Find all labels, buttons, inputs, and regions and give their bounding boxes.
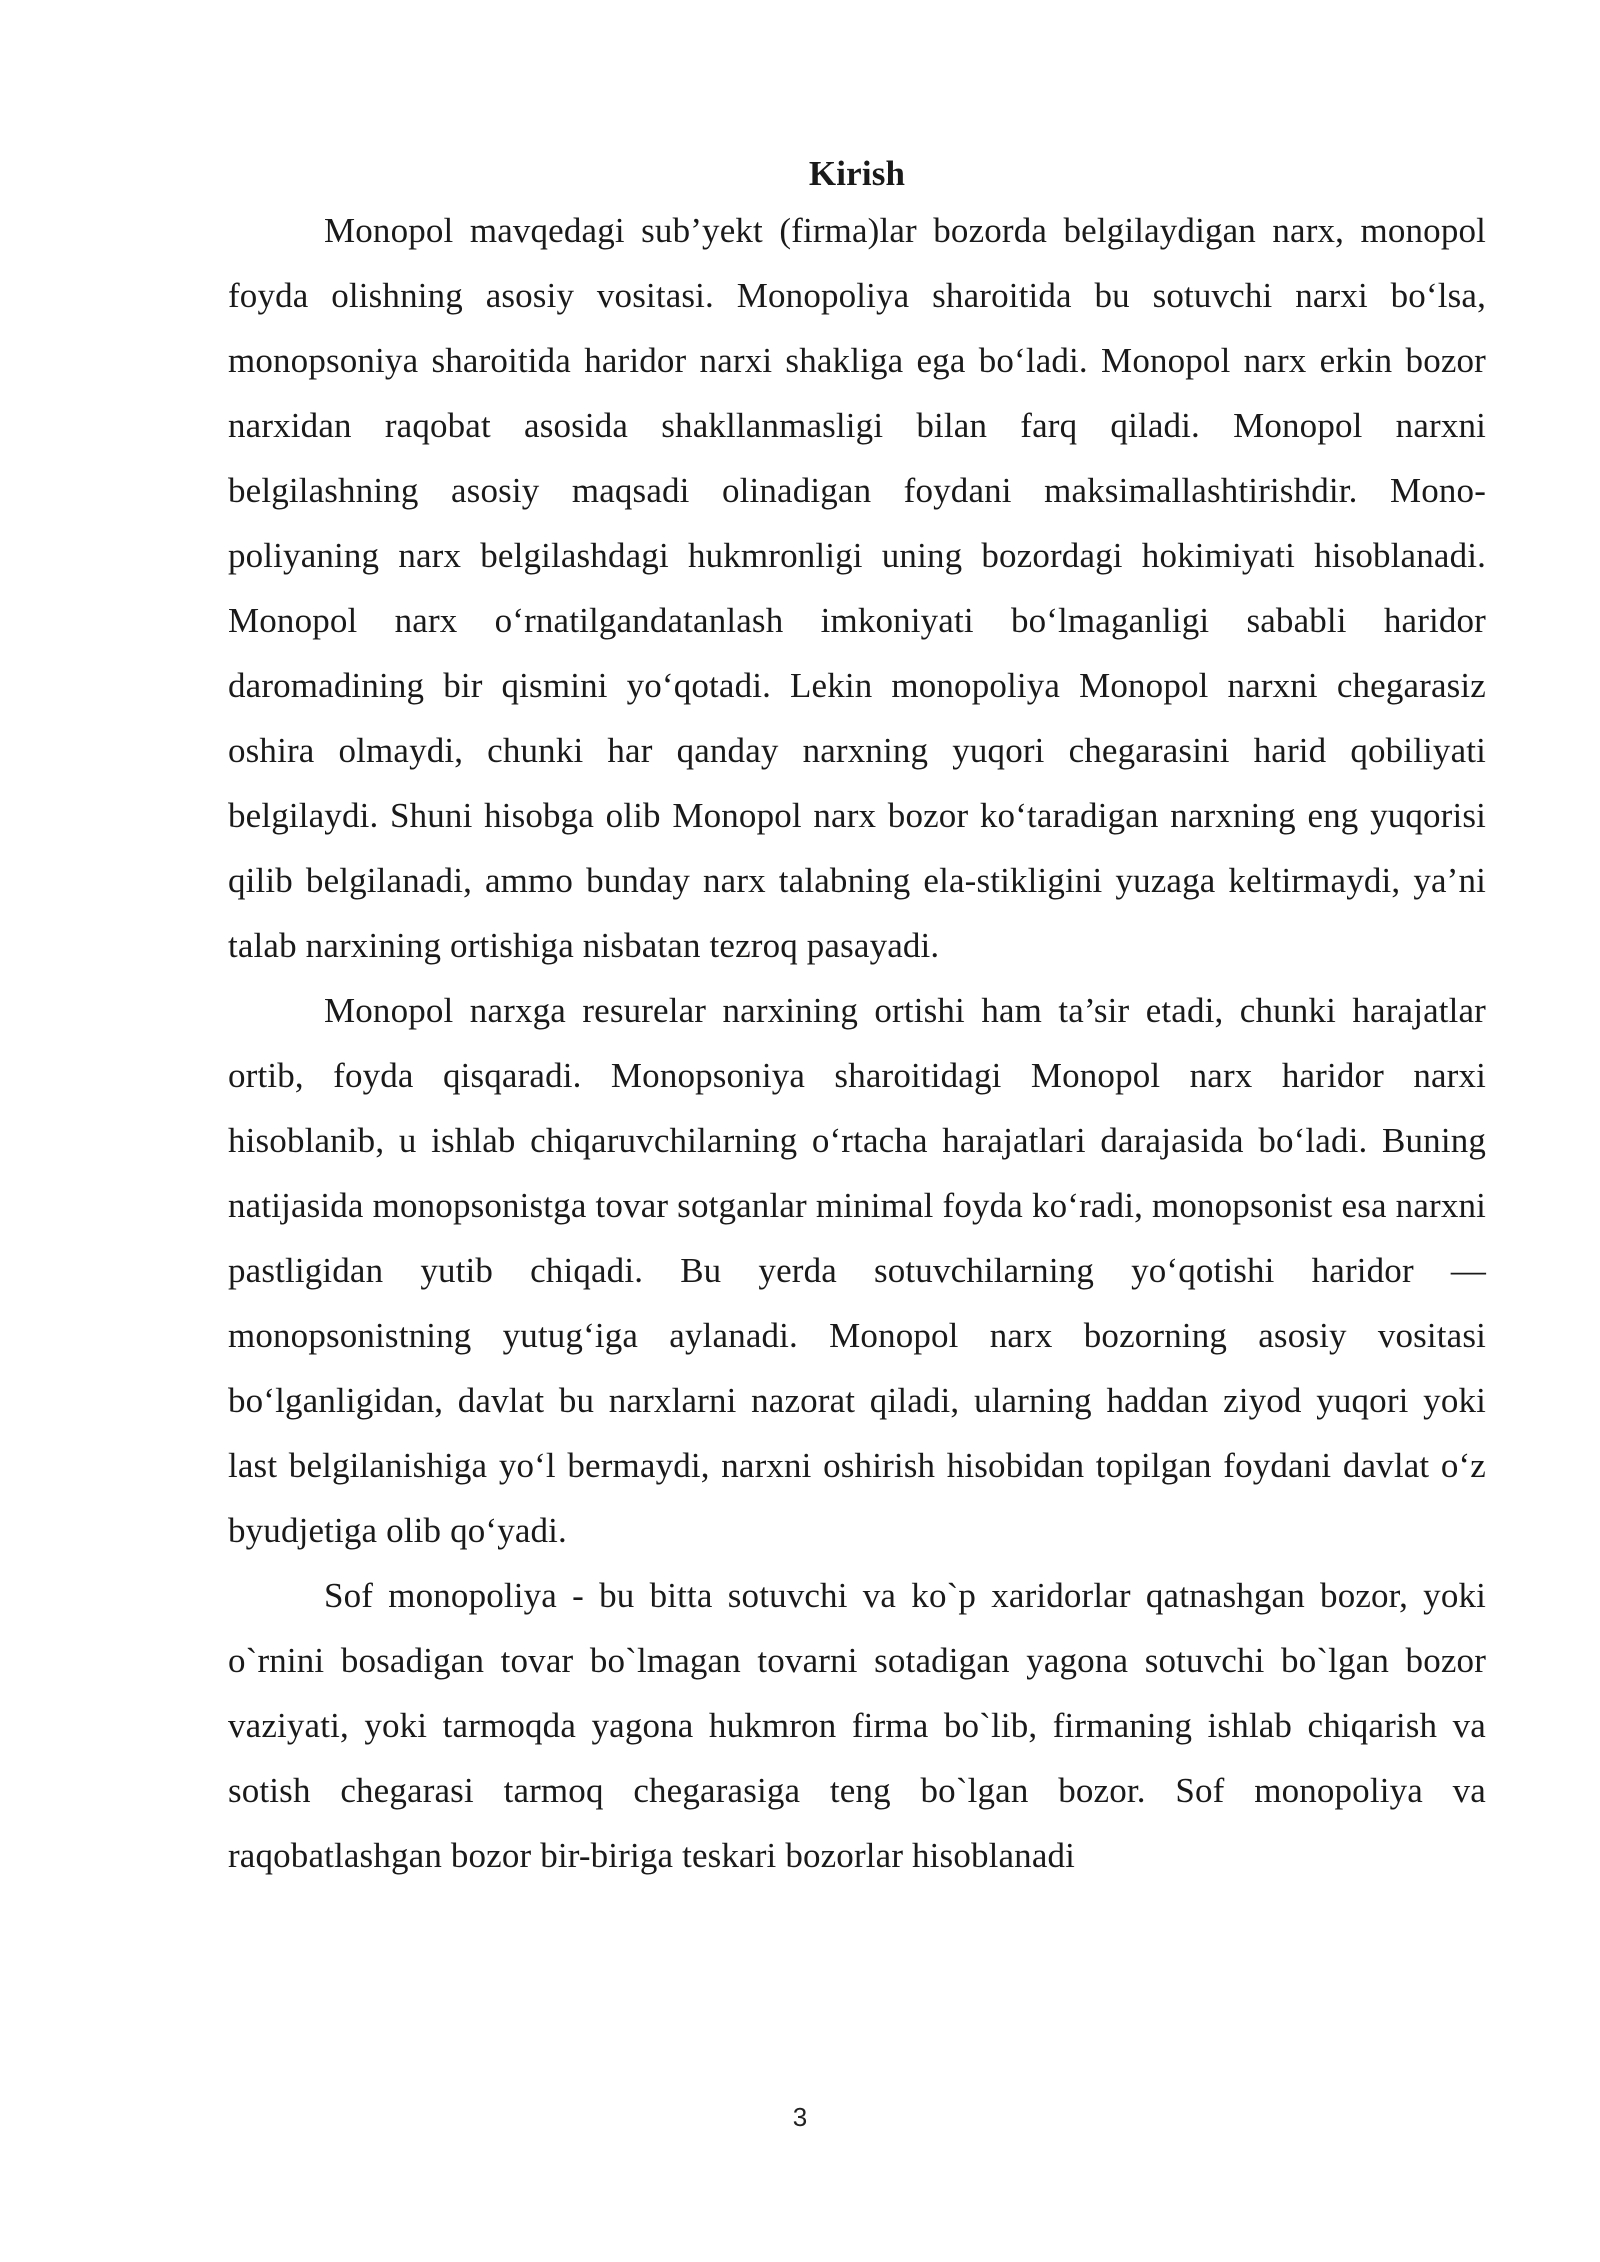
paragraph-2: Monopol narxga resurelar narxining ortishi ham ta’sir etadi, chunki harajatlar ortib, foyda qisqaradi. Monopsoniya sharoitidagi Monopol narx haridor narxi hisoblanib, u ishlab chiqaruvchilarning o‘rtacha harajatlari darajasida bo‘ladi. Buning natijasida monopsonistga tovar sotganlar minimal foyda ko‘radi, monopsonist esa narxni pastligidan yutib chiqadi. Bu yerda sotuvchilarning yo‘qotishi haridor — monopsonistning yutug‘iga aylanadi. Monopol narx bozorning asosiy vositasi bo‘lganligidan, davlat bu narxlarni nazorat qiladi, ularning haddan ziyod yuqori yoki last belgilanishiga yo‘l bermaydi, narxni oshirish hisobidan topilgan foydani davlat o‘z byudjetiga olib qo‘yadi. <box>228 991 1486 1550</box>
page-number: 3 <box>792 2102 808 2132</box>
paragraph-1: Monopol mavqedagi sub’yekt (firma)lar bozorda belgilaydigan narx, monopol foyda olishning asosiy vositasi. Monopoliya sharoitida bu sotuvchi narxi bo‘lsa, monopsoniya sharoitida haridor narxi shakliga ega bo‘ladi. Monopol narx erkin bozor narxidan raqobat asosida shakllanmasligi bilan farq qiladi. Monopol narxni belgilashning asosiy maqsadi olinadigan foydani maksimallashtirishdir. Mono-poliyaning narx belgilashdagi hukmronligi uning bozordagi hokimiyati hisoblanadi. Monopol narx o‘rnatilgandatanlash imkoniyati bo‘lmaganligi sababli haridor daromadining bir qismini yo‘qotadi. Lekin monopoliya Monopol narxni chegarasiz oshira olmaydi, chunki har qanday narxning yuqori chegarasini harid qobiliyati belgilaydi. Shuni hisobga olib Monopol narx bozor ko‘taradigan narxning eng yuqorisi qilib belgilanadi, ammo bunday narx talabning ela-stikligini yuzaga keltirmaydi, ya’ni talab narxining ortishiga nisbatan tezroq pasayadi. <box>228 211 1486 965</box>
page-content <box>228 150 1486 1888</box>
paragraph-3: Sof monopoliya - bu bitta sotuvchi va ko`p xaridorlar qatnashgan bozor, yoki o`rnini bosadigan tovar bo`lmagan tovarni sotadigan yagona sotuvchi bo`lgan bozor vaziyati, yoki tarmoqda yagona hukmron firma bo`lib, firmaning ishlab chiqarish va sotish chegarasi tarmoq chegarasiga teng bo`lgan bozor. Sof monopoliya va raqobatlashgan bozor bir-biriga teskari bozorlar hisoblanadi <box>228 1576 1486 1875</box>
section-title: Kirish <box>808 154 906 193</box>
